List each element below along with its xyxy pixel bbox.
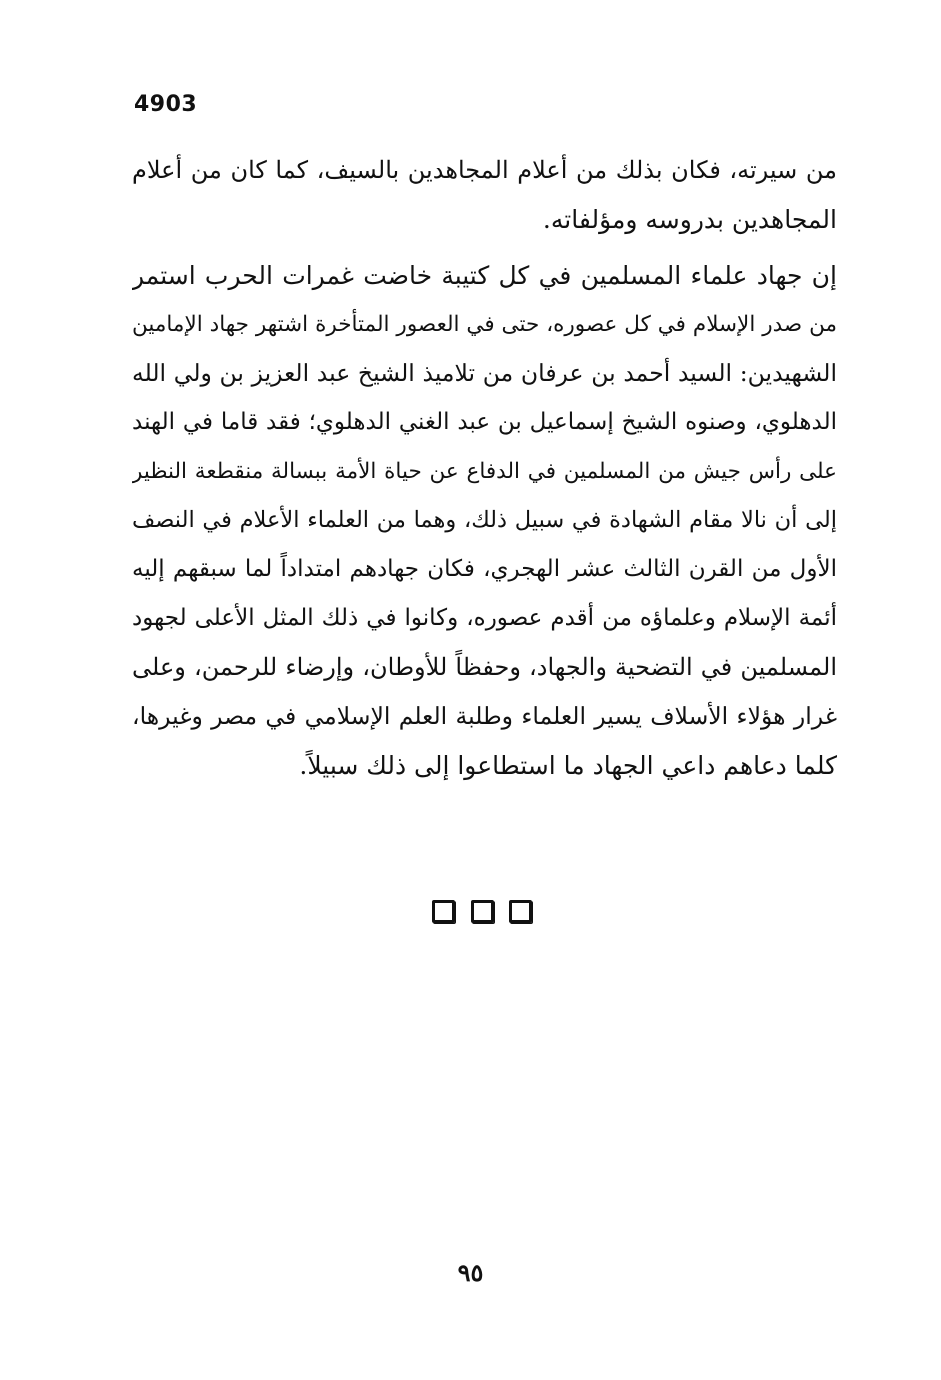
text-line: المسلمين في التضحية والجهاد، وحفظاً للأوطان، وإرضاء للرحمن، وعلى bbox=[132, 653, 837, 681]
square-ornament-icon bbox=[471, 900, 494, 923]
paragraph-1 bbox=[132, 146, 837, 244]
text-line: الدهلوي، وصنوه الشيخ إسماعيل بن عبد الغني الدهلوي؛ فقد قاما في الهند bbox=[132, 409, 837, 435]
text-line: إن جهاد علماء المسلمين في كل كتيبة خاضت غمرات الحرب استمر bbox=[132, 261, 837, 290]
page-number: ٩٥ bbox=[457, 1258, 484, 1287]
text-line: المجاهدين بدروسه ومؤلفاته. bbox=[542, 205, 837, 234]
section-divider-ornament bbox=[432, 900, 532, 926]
text-line: الأول من القرن الثالث عشر الهجري، فكان جهادهم امتداداً لما سبقهم إليه bbox=[132, 556, 837, 582]
text-line: على رأس جيش من المسلمين في الدفاع عن حياة الأمة ببسالة منقطعة النظير bbox=[132, 459, 837, 484]
text-line: من صدر الإسلام في كل عصوره، حتى في العصور المتأخرة اشتهر جهاد الإمامين bbox=[132, 312, 837, 337]
text-line: أئمة الإسلام وعلماؤه من أقدم عصوره، وكانوا في ذلك المثل الأعلى لجهود bbox=[132, 605, 837, 631]
square-ornament-icon bbox=[509, 900, 532, 923]
square-ornament-icon bbox=[432, 900, 455, 923]
text-line: من سيرته، فكان بذلك من أعلام المجاهدين بالسيف، كما كان من أعلام bbox=[132, 156, 837, 184]
text-line: كلما دعاهم داعي الجهاد ما استطاعوا إلى ذلك سبيلاً. bbox=[299, 751, 837, 780]
text-line: الشهيدين: السيد أحمد بن عرفان من تلاميذ الشيخ عبد العزيز بن ولي الله bbox=[132, 359, 837, 387]
text-line: إلى أن نالا مقام الشهادة في سبيل ذلك، وهما من العلماء الأعلام في النصف bbox=[132, 507, 837, 533]
page-id: 4903 bbox=[134, 92, 198, 117]
text-line: غرار هؤلاء الأسلاف يسير العلماء وطلبة العلم الإسلامي في مصر وغيرها، bbox=[132, 702, 837, 730]
paragraph-2 bbox=[132, 251, 837, 790]
